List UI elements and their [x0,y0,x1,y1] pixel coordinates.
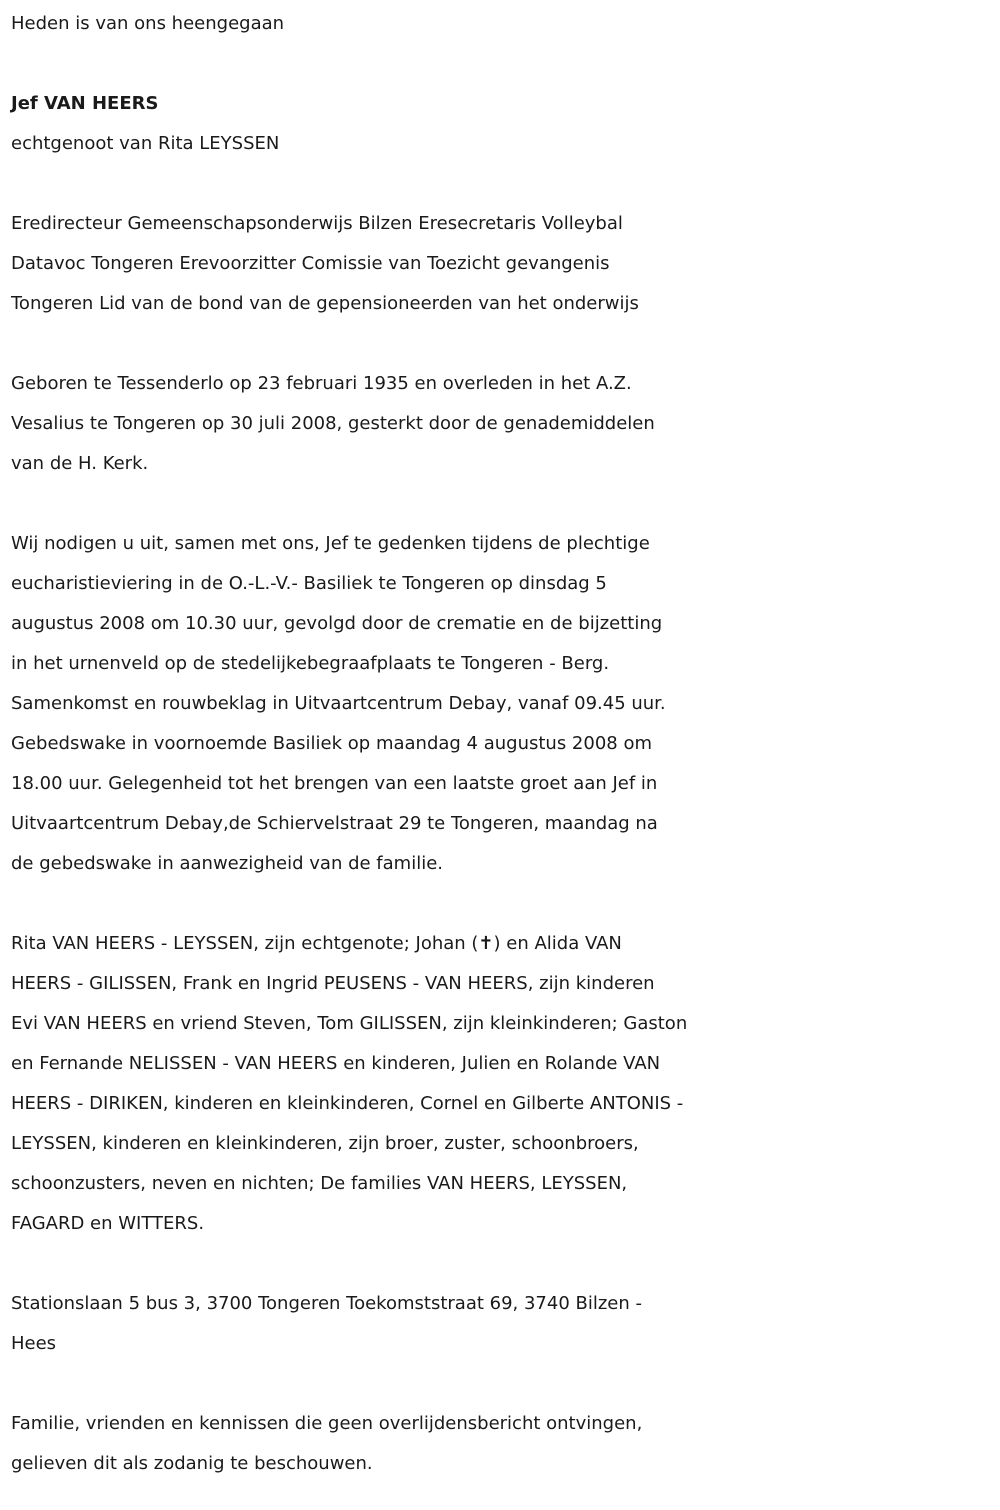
ceremony-line: Gebedswake in voornoemde Basiliek op maandag 4 augustus 2008 om [11,733,653,754]
family-line: LEYSSEN, kinderen en kleinkinderen, zijn broer, zuster, schoonbroers, [11,1133,639,1154]
closing-paragraph [11,1404,990,1484]
birth-death-line: Vesalius te Tongeren op 30 juli 2008, gesterkt door de genademiddelen [11,413,655,434]
spacer [11,884,990,924]
spacer [11,44,990,84]
birth-death-line: Geboren te Tessenderlo op 23 februari 1935 en overleden in het A.Z. [11,373,632,394]
family-line: HEERS - DIRIKEN, kinderen en kleinkinderen, Cornel en Gilberte ANTONIS - [11,1093,684,1114]
ceremony-line: augustus 2008 om 10.30 uur, gevolgd door de crematie en de bijzetting [11,613,663,634]
family-line: schoonzusters, neven en nichten; De families VAN HEERS, LEYSSEN, [11,1173,628,1194]
ceremony-line: Wij nodigen u uit, samen met ons, Jef te gedenken tijdens de plechtige [11,533,650,554]
spouse-line: echtgenoot van Rita LEYSSEN [11,133,280,154]
ceremony-paragraph [11,524,990,884]
ceremony-line: eucharistieviering in de O.-L.-V.- Basiliek te Tongeren op dinsdag 5 [11,573,607,594]
birth-death-line: van de H. Kerk. [11,453,149,474]
titles-paragraph [11,204,990,324]
family-line: Evi VAN HEERS en vriend Steven, Tom GILISSEN, zijn kleinkinderen; Gaston [11,1013,688,1034]
family-line: Rita VAN HEERS - LEYSSEN, zijn echtgenote; Johan (✝) en Alida VAN [11,933,622,954]
ceremony-line: Uitvaartcentrum Debay,de Schiervelstraat 29 te Tongeren, maandag na [11,813,658,834]
ceremony-line: 18.00 uur. Gelegenheid tot het brengen van een laatste groet aan Jef in [11,773,658,794]
intro-line: Heden is van ons heengegaan [11,13,285,34]
family-line: FAGARD en WITTERS. [11,1213,205,1234]
family-line: HEERS - GILISSEN, Frank en Ingrid PEUSENS - VAN HEERS, zijn kinderen [11,973,655,994]
spacer [11,1244,990,1284]
ceremony-line: in het urnenveld op de stedelijkebegraafplaats te Tongeren - Berg. [11,653,610,674]
spacer [11,164,990,204]
spacer [11,484,990,524]
spacer [11,324,990,364]
titles-line: Eredirecteur Gemeenschapsonderwijs Bilzen Eresecretaris Volleybal [11,213,623,234]
titles-line: Tongeren Lid van de bond van de gepensioneerden van het onderwijs [11,293,639,314]
deceased-name: Jef VAN HEERS [11,93,159,114]
birth-death-paragraph [11,364,990,484]
closing-line: Familie, vrienden en kennissen die geen overlijdensbericht ontvingen, [11,1413,643,1434]
address-paragraph [11,1284,990,1364]
ceremony-line: de gebedswake in aanwezigheid van de familie. [11,853,443,874]
address-line: Hees [11,1333,57,1354]
ceremony-line: Samenkomst en rouwbeklag in Uitvaartcentrum Debay, vanaf 09.45 uur. [11,693,666,714]
address-line: Stationslaan 5 bus 3, 3700 Tongeren Toekomststraat 69, 3740 Bilzen - [11,1293,643,1314]
family-line: en Fernande NELISSEN - VAN HEERS en kinderen, Julien en Rolande VAN [11,1053,661,1074]
family-paragraph [11,924,990,1244]
titles-line: Datavoc Tongeren Erevoorzitter Comissie van Toezicht gevangenis [11,253,610,274]
closing-line: gelieven dit als zodanig te beschouwen. [11,1453,373,1474]
spacer [11,1364,990,1404]
